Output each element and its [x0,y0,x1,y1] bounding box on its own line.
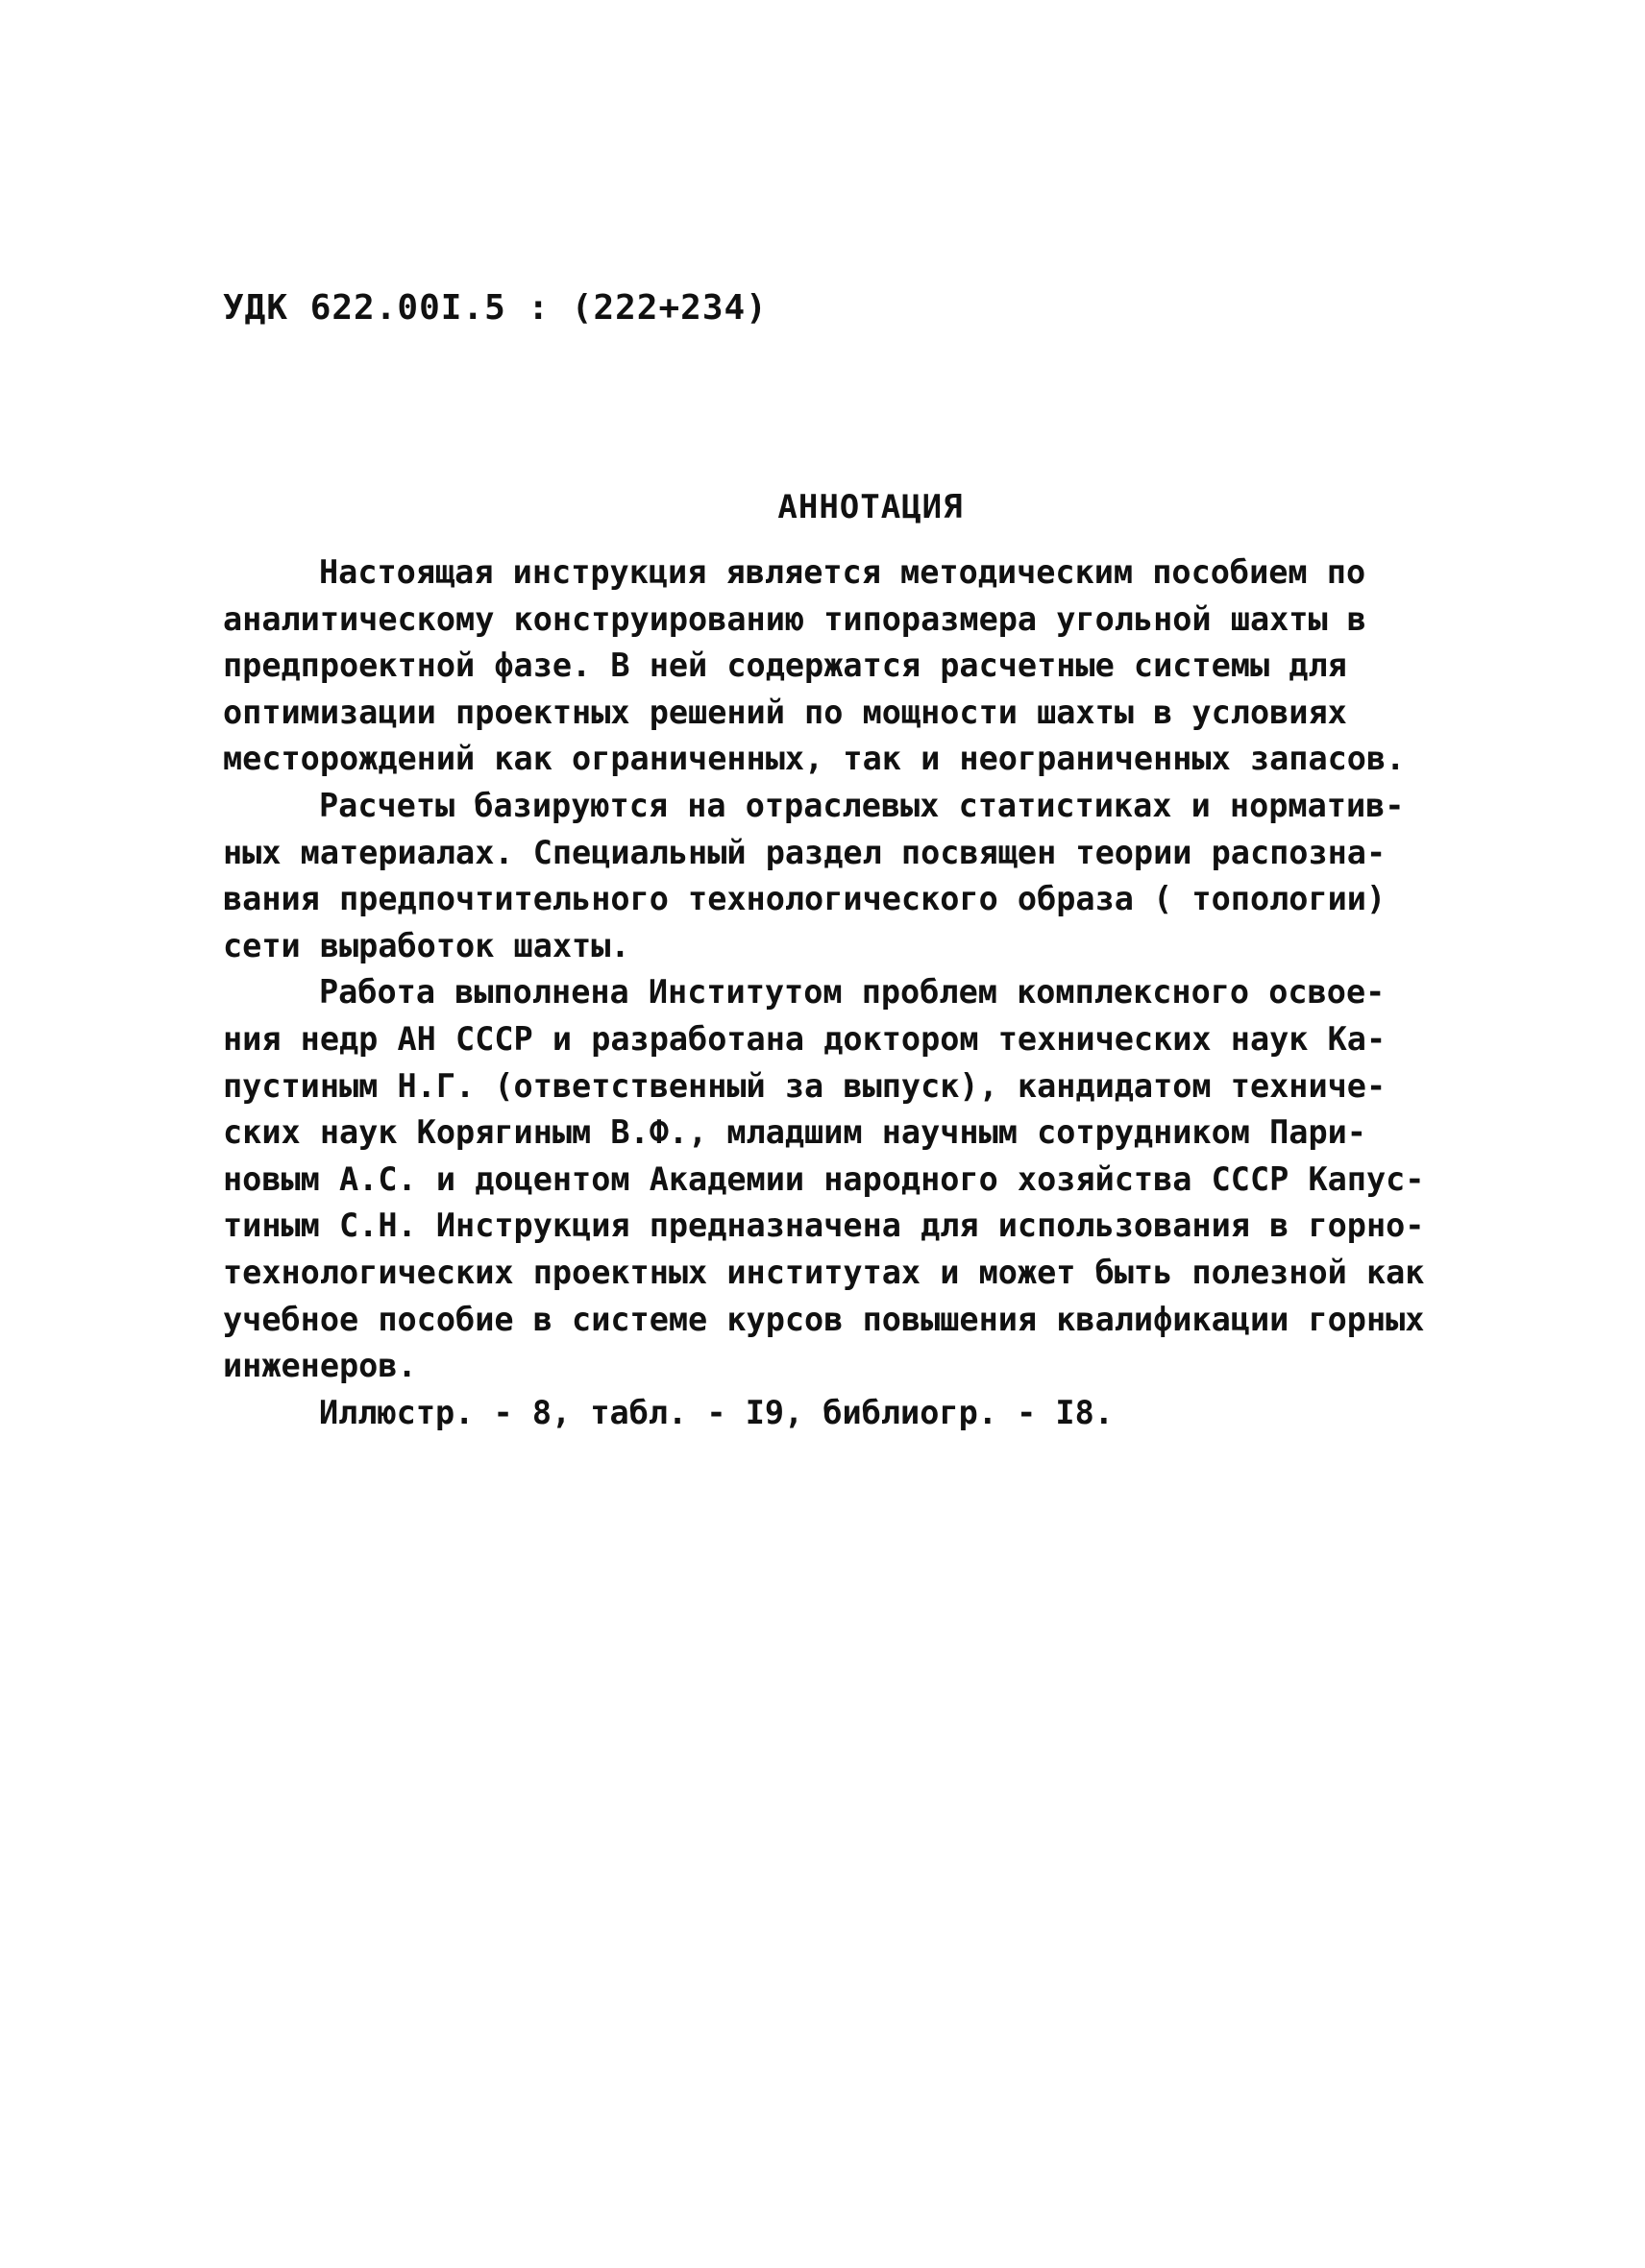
udk-code: УДК 622.00I.5 : (222+234) [223,288,768,328]
text-line: ния недр АН СССР и разработана доктором технических наук Ка- [223,1019,1387,1058]
text-line: месторождений как ограниченных, так и неограниченных запасов. [223,740,1406,778]
annotation-heading: АННОТАЦИЯ [777,488,964,526]
text-line: аналитическому конструированию типоразмера угольной шахты в [223,599,1366,638]
text-line: Работа выполнена Институтом проблем комплексного освое- [319,973,1386,1012]
text-line: пустиным Н.Г. (ответственный за выпуск), кандидатом техниче- [223,1066,1387,1105]
text-line: технологических проектных институтах и может быть полезной как [223,1253,1425,1291]
text-line: Настоящая инструкция является методическим пособием по [319,553,1366,591]
annotation-body [223,549,1453,1436]
text-line: новым А.С. и доцентом Академии народного хозяйства СССР Капус- [223,1159,1425,1198]
text-line: ных материалах. Специальный раздел посвящен теории распозна- [223,833,1387,871]
text-line: вания предпочтительного технологического образа ( топологии) [223,880,1387,918]
text-line: учебное пособие в системе курсов повышения квалификации горных [223,1300,1425,1338]
text-line: инженеров. [223,1347,417,1385]
text-line: оптимизации проектных решений по мощности шахты в условиях [223,693,1347,731]
text-line: сети выработок шахты. [223,926,630,964]
text-line: тиным С.Н. Инструкция предназначена для использования в горно- [223,1207,1425,1245]
text-line: Иллюстр. - 8, табл. - I9, библиогр. - I8. [319,1393,1114,1431]
text-line: Расчеты базируются на отраслевых статистиках и норматив- [319,786,1405,824]
text-line: предпроектной фазе. В ней содержатся расчетные системы для [223,646,1347,685]
text-line: ских наук Корягиным В.Ф., младшим научным сотрудником Пари- [223,1113,1366,1152]
